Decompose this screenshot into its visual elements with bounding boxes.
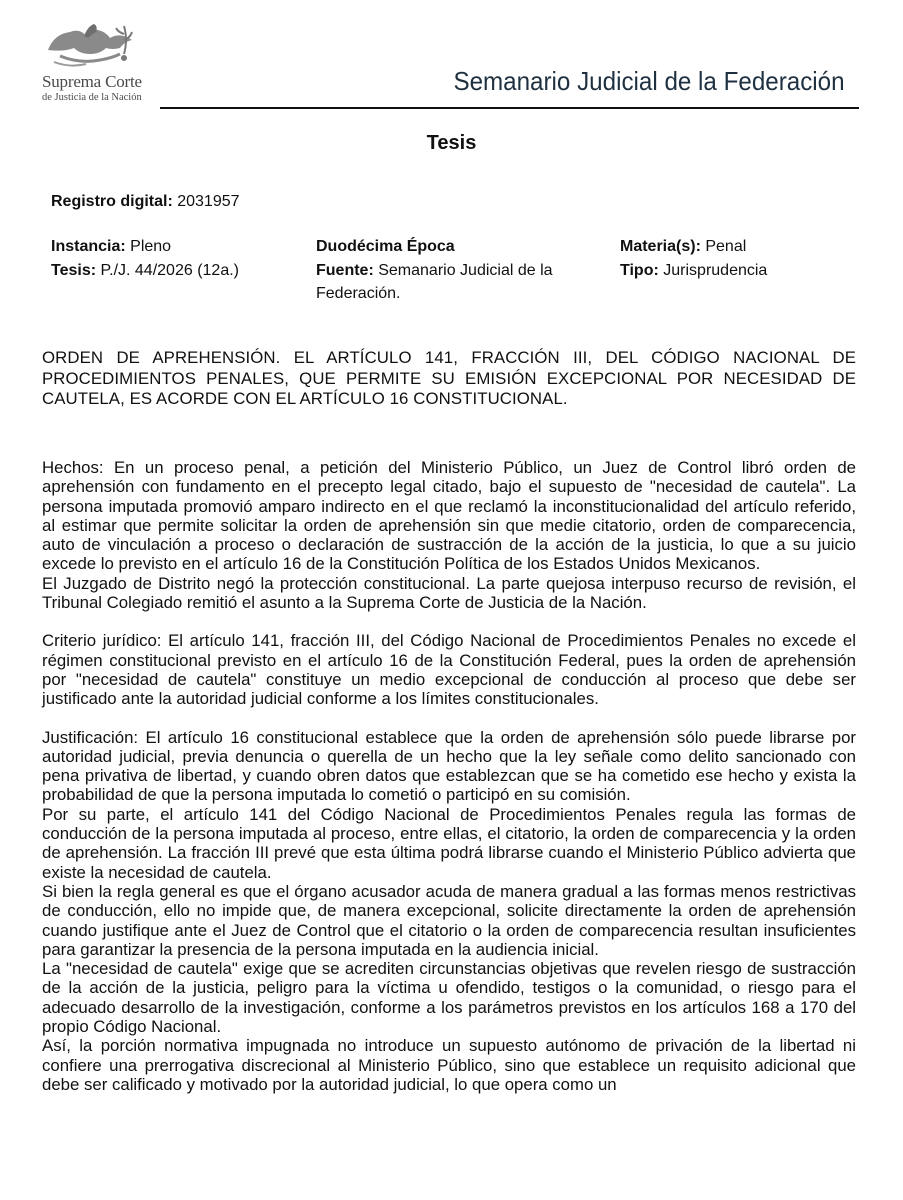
org-name: Suprema Corte <box>42 72 142 91</box>
tipo <box>620 259 767 282</box>
materia-value: Penal <box>705 238 747 255</box>
materia <box>620 235 746 258</box>
tesis-body <box>42 458 856 1094</box>
tipo-value: Jurisprudencia <box>663 262 768 279</box>
criterio-paragraph: Criterio jurídico: El artículo 141, fracción III, del Código Nacional de Procedimientos Penales no excede el régimen constitucional previsto en el artículo 16 de la Constitución Federal, pues la orden de aprehensión por "necesidad de cautela" constituye un medio excepcional de conducción al proceso que debe ser justificado ante la autoridad judicial conforme a los límites constitucionales. <box>42 631 856 709</box>
instancia-label: Instancia: <box>51 238 126 255</box>
justificacion-paragraph-4: La "necesidad de cautela" exige que se acrediten circunstancias objetivas que revelen riesgo de sustracción de la acción de la justicia, peligro para la víctima u ofendido, testigos o la comunidad, o riesgo para el adecuado desarrollo de la investigación, conforme a los parámetros previstos en los artículos 168 a 170 del propio Código Nacional. <box>42 959 856 1037</box>
instancia-value: Pleno <box>130 238 172 255</box>
instancia <box>51 235 171 258</box>
tesis-number <box>51 259 239 282</box>
site-title: Semanario Judicial de la Federación <box>453 66 845 96</box>
document-heading: Tesis <box>426 132 477 154</box>
hechos-paragraph-2: El Juzgado de Distrito negó la protección constitucional. La parte quejosa interpuso recurso de revisión, el Tribunal Colegiado remitió el asunto a la Suprema Corte de Justicia de la Nación. <box>42 573 856 613</box>
fuente-value: Semanario Judicial de la Federación. <box>316 262 553 302</box>
justificacion-paragraph-3: Si bien la regla general es que el órgano acusador acuda de manera gradual a las formas menos restrictivas de conducción, ello no impide que, de manera excepcional, solicite directamente la orden de aprehensión cuando justifique ante el Juez de Control que el citatorio o la orden de comparecencia resultan insuficientes para garantizar la presencia de la persona imputada en la audiencia inicial. <box>42 881 856 959</box>
tesis-title: ORDEN DE APREHENSIÓN. EL ARTÍCULO 141, FRACCIÓN III, DEL CÓDIGO NACIONAL DE PROCEDIMIENTOS PENALES, QUE PERMITE SU EMISIÓN EXCEPCIONAL POR NECESIDAD DE CAUTELA, ES ACORDE CON EL ARTÍCULO 16 CONSTITUCIONAL. <box>42 348 856 408</box>
fuente-label: Fuente: <box>316 262 374 279</box>
materia-label: Materia(s): <box>620 238 701 255</box>
epoca <box>316 235 455 258</box>
tesis-label: Tesis: <box>51 262 97 279</box>
fuente <box>316 259 606 305</box>
registro-label: Registro digital: <box>51 193 173 210</box>
epoca-value: Duodécima Época <box>316 238 455 255</box>
justificacion-paragraph-2: Por su parte, el artículo 141 del Código Nacional de Procedimientos Penales regula las formas de conducción de la persona imputada al proceso, entre ellas, el citatorio, la orden de comparecencia y la orden de aprehensión. La fracción III prevé que esta última podrá librarse cuando el Ministerio Público advierta que existe la necesidad de cautela. <box>42 804 856 882</box>
tesis-value: P./J. 44/2026 (12a.) <box>100 262 239 279</box>
tipo-label: Tipo: <box>620 262 659 279</box>
registro-digital <box>51 190 240 213</box>
org-subname: de Justicia de la Nación <box>42 92 142 103</box>
justificacion-paragraph: Justificación: El artículo 16 constitucional establece que la orden de aprehensión sólo puede librarse por autoridad judicial, previa denuncia o querella de un hecho que la ley señale como delito sancionado con pena privativa de libertad, y cuando obren datos que establezcan que se ha cometido ese hecho y exista la probabilidad de que la persona imputada lo cometió o participó en su comisión. <box>42 727 856 805</box>
scjn-logo <box>40 20 150 105</box>
header-divider <box>160 107 859 109</box>
registro-value: 2031957 <box>177 193 240 210</box>
justificacion-paragraph-5: Así, la porción normativa impugnada no introduce un supuesto autónomo de privación de la libertad ni confiere una prerrogativa discrecional al Ministerio Público, sino que establece un requisito adicional que debe ser calificado y motivado por la autoridad judicial, lo que opera como un <box>42 1036 856 1094</box>
eagle-emblem-icon <box>40 20 140 72</box>
hechos-paragraph: Hechos: En un proceso penal, a petición del Ministerio Público, un Juez de Control libró orden de aprehensión con fundamento en el precepto legal citado, bajo el supuesto de "necesidad de cautela". La persona imputada promovió amparo indirecto en el que reclamó la inconstitucionalidad del artículo referido, al estimar que permite solicitar la orden de aprehensión sin que medie citatorio, orden de comparecencia, auto de vinculación a proceso o declaración de sustracción de la acción de la justicia, lo que a su juicio excede lo previsto en el artículo 16 de la Constitución Política de los Estados Unidos Mexicanos. <box>42 458 856 574</box>
page-header <box>0 0 903 110</box>
